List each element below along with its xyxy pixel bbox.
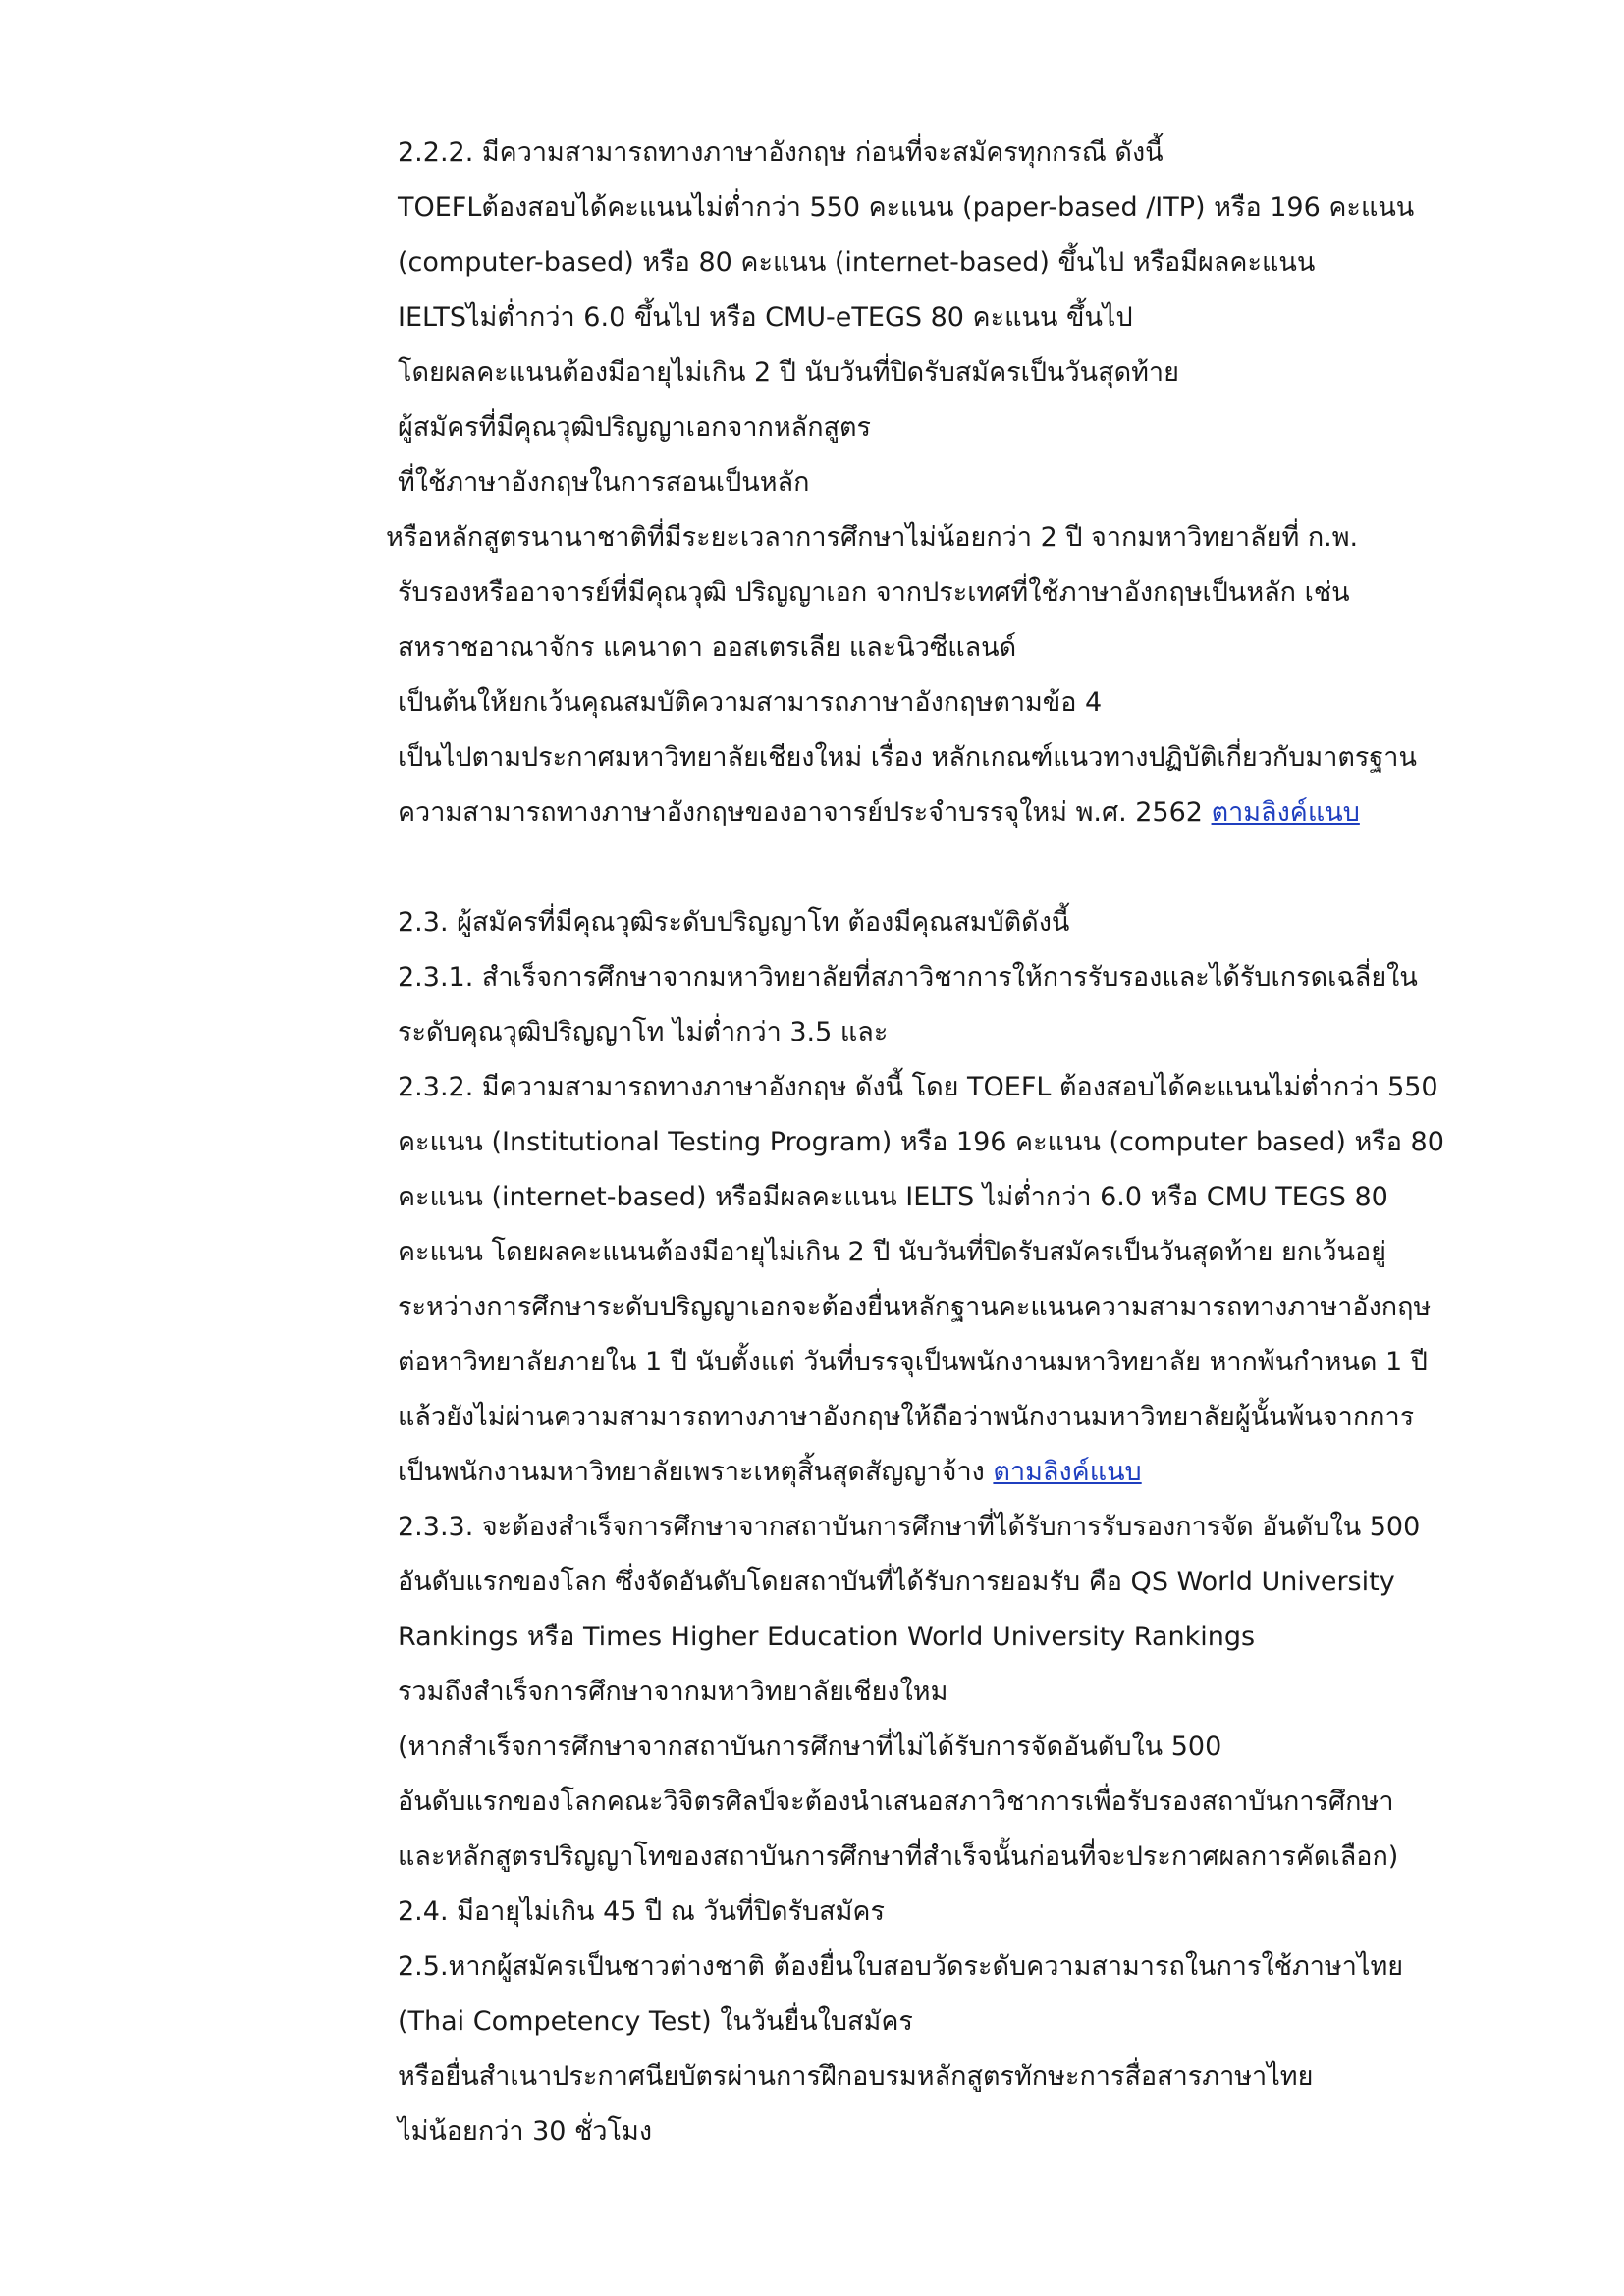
- text-line: และหลักสูตรปริญญาโทของสถาบันการศึกษาที่สำเร็จนั้นก่อนที่จะประกาศผลการคัดเลือก): [398, 1842, 1399, 1872]
- paragraph-spacer: [398, 840, 1507, 895]
- text-line: 2.5.หากผู้สมัครเป็นชาวต่างชาติ ต้องยื่นใบสอบวัดระดับความสามารถในการใช้ภาษาไทย: [398, 1951, 1404, 1982]
- text-line: อันดับแรกของโลกคณะวิจิตรศิลป์จะต้องนำเสนอสภาวิชาการเพื่อรับรองสถาบันการศึกษา: [398, 1787, 1394, 1817]
- text-line: ระดับคุณวุฒิปริญญาโท ไม่ต่ำกว่า 3.5 และ: [398, 1017, 889, 1047]
- text-line: คะแนน (Institutional Testing Program) หรือ 196 คะแนน (computer based) หรือ 80: [398, 1127, 1444, 1157]
- text-line: ต่อหาวิทยาลัยภายใน 1 ปี นับตั้งแต่ วันที่บรรจุเป็นพนักงานมหาวิทยาลัย หากพ้นกำหนด 1 ปี: [398, 1347, 1428, 1377]
- text-line: ที่ใช้ภาษาอังกฤษในการสอนเป็นหลัก: [398, 467, 810, 498]
- text-line: ระหว่างการศึกษาระดับปริญญาเอกจะต้องยื่นหลักฐานคะแนนความสามารถทางภาษาอังกฤษ: [398, 1292, 1432, 1322]
- document-body: [386, 126, 1507, 2160]
- text-line: รับรองหรืออาจารย์ที่มีคุณวุฒิ ปริญญาเอก จากประเทศที่ใช้ภาษาอังกฤษเป็นหลัก เช่น: [398, 577, 1350, 608]
- text-line: 2.4. มีอายุไม่เกิน 45 ปี ณ วันที่ปิดรับสมัคร: [398, 1896, 885, 1927]
- text-line: โดยผลคะแนนต้องมีอายุไม่เกิน 2 ปี นับวันที่ปิดรับสมัครเป็นวันสุดท้าย: [398, 357, 1179, 388]
- text-line: IELTSไม่ต่ำกว่า 6.0 ขึ้นไป หรือ CMU-eTEGS 80 คะแนน ขึ้นไป: [398, 302, 1133, 333]
- text-line: แล้วยังไม่ผ่านความสามารถทางภาษาอังกฤษให้ถือว่าพนักงานมหาวิทยาลัยผู้นั้นพ้นจากการ: [398, 1402, 1415, 1432]
- text-line: อันดับแรกของโลก ซึ่งจัดอันดับโดยสถาบันที่ได้รับการยอมรับ คือ QS World University: [398, 1567, 1395, 1597]
- text-line: เป็นต้นให้ยกเว้นคุณสมบัติความสามารถภาษาอังกฤษตามข้อ 4: [398, 687, 1103, 718]
- text-line: Rankings หรือ Times Higher Education World University Rankings: [398, 1622, 1256, 1652]
- text-line: (Thai Competency Test) ในวันยื่นใบสมัคร: [398, 2006, 913, 2037]
- text-line: หรือยื่นสำเนาประกาศนียบัตรผ่านการฝึกอบรมหลักสูตรทักษะการสื่อสารภาษาไทย: [398, 2061, 1314, 2092]
- attached-link-2[interactable]: ตามลิงค์แนบ: [993, 1457, 1142, 1487]
- text-line: หรือหลักสูตรนานาชาติที่มีระยะเวลาการศึกษาไม่น้อยกว่า 2 ปี จากมหาวิทยาลัยที่ ก.พ.: [386, 522, 1359, 553]
- text-line-with-link: [398, 1445, 1507, 1500]
- text-line: (computer-based) หรือ 80 คะแนน (internet-based) ขึ้นไป หรือมีผลคะแนน: [398, 247, 1316, 278]
- text-line: รวมถึงสำเร็จการศึกษาจากมหาวิทยาลัยเชียงใหม: [398, 1677, 948, 1707]
- attached-link-1[interactable]: ตามลิงค์แนบ: [1211, 797, 1360, 828]
- text-segment: ความสามารถทางภาษาอังกฤษของอาจารย์ประจำบรรจุใหม่ พ.ศ. 2562: [398, 797, 1212, 828]
- text-line: TOEFLต้องสอบได้คะแนนไม่ต่ำกว่า 550 คะแนน (paper-based /ITP) หรือ 196 คะแนน: [398, 192, 1415, 223]
- text-line: 2.3.2. มีความสามารถทางภาษาอังกฤษ ดังนี้ โดย TOEFL ต้องสอบได้คะแนนไม่ต่ำกว่า 550: [398, 1072, 1438, 1102]
- text-line: 2.2.2. มีความสามารถทางภาษาอังกฤษ ก่อนที่จะสมัครทุกกรณี ดังนี้: [398, 137, 1164, 168]
- text-line: (หากสำเร็จการศึกษาจากสถาบันการศึกษาที่ไม่ได้รับการจัดอันดับใน 500: [398, 1732, 1222, 1762]
- text-line: สหราชอาณาจักร แคนาดา ออสเตรเลีย และนิวซีแลนด์: [398, 632, 1017, 663]
- text-line-with-link: [398, 785, 1507, 840]
- text-segment: เป็นพนักงานมหาวิทยาลัยเพราะเหตุสิ้นสุดสัญญาจ้าง: [398, 1457, 994, 1487]
- text-line: เป็นไปตามประกาศมหาวิทยาลัยเชียงใหม่ เรื่อง หลักเกณฑ์แนวทางปฏิบัติเกี่ยวกับมาตรฐาน: [398, 742, 1417, 773]
- text-line: 2.3.1. สำเร็จการศึกษาจากมหาวิทยาลัยที่สภาวิชาการให้การรับรองและได้รับเกรดเฉลี่ยใน: [398, 962, 1418, 992]
- text-line: 2.3. ผู้สมัครที่มีคุณวุฒิระดับปริญญาโท ต้องมีคุณสมบัติดังนี้: [398, 907, 1070, 937]
- text-line: ผู้สมัครที่มีคุณวุฒิปริญญาเอกจากหลักสูตร: [398, 412, 872, 443]
- text-line: 2.3.3. จะต้องสำเร็จการศึกษาจากสถาบันการศึกษาที่ได้รับการรับรองการจัด อันดับใน 500: [398, 1512, 1421, 1542]
- text-line: ไม่น้อยกว่า 30 ชั่วโมง: [398, 2116, 653, 2147]
- text-line: คะแนน โดยผลคะแนนต้องมีอายุไม่เกิน 2 ปี นับวันที่ปิดรับสมัครเป็นวันสุดท้าย ยกเว้นอยู่: [398, 1237, 1387, 1267]
- text-line: คะแนน (internet-based) หรือมีผลคะแนน IELTS ไม่ต่ำกว่า 6.0 หรือ CMU TEGS 80: [398, 1182, 1388, 1212]
